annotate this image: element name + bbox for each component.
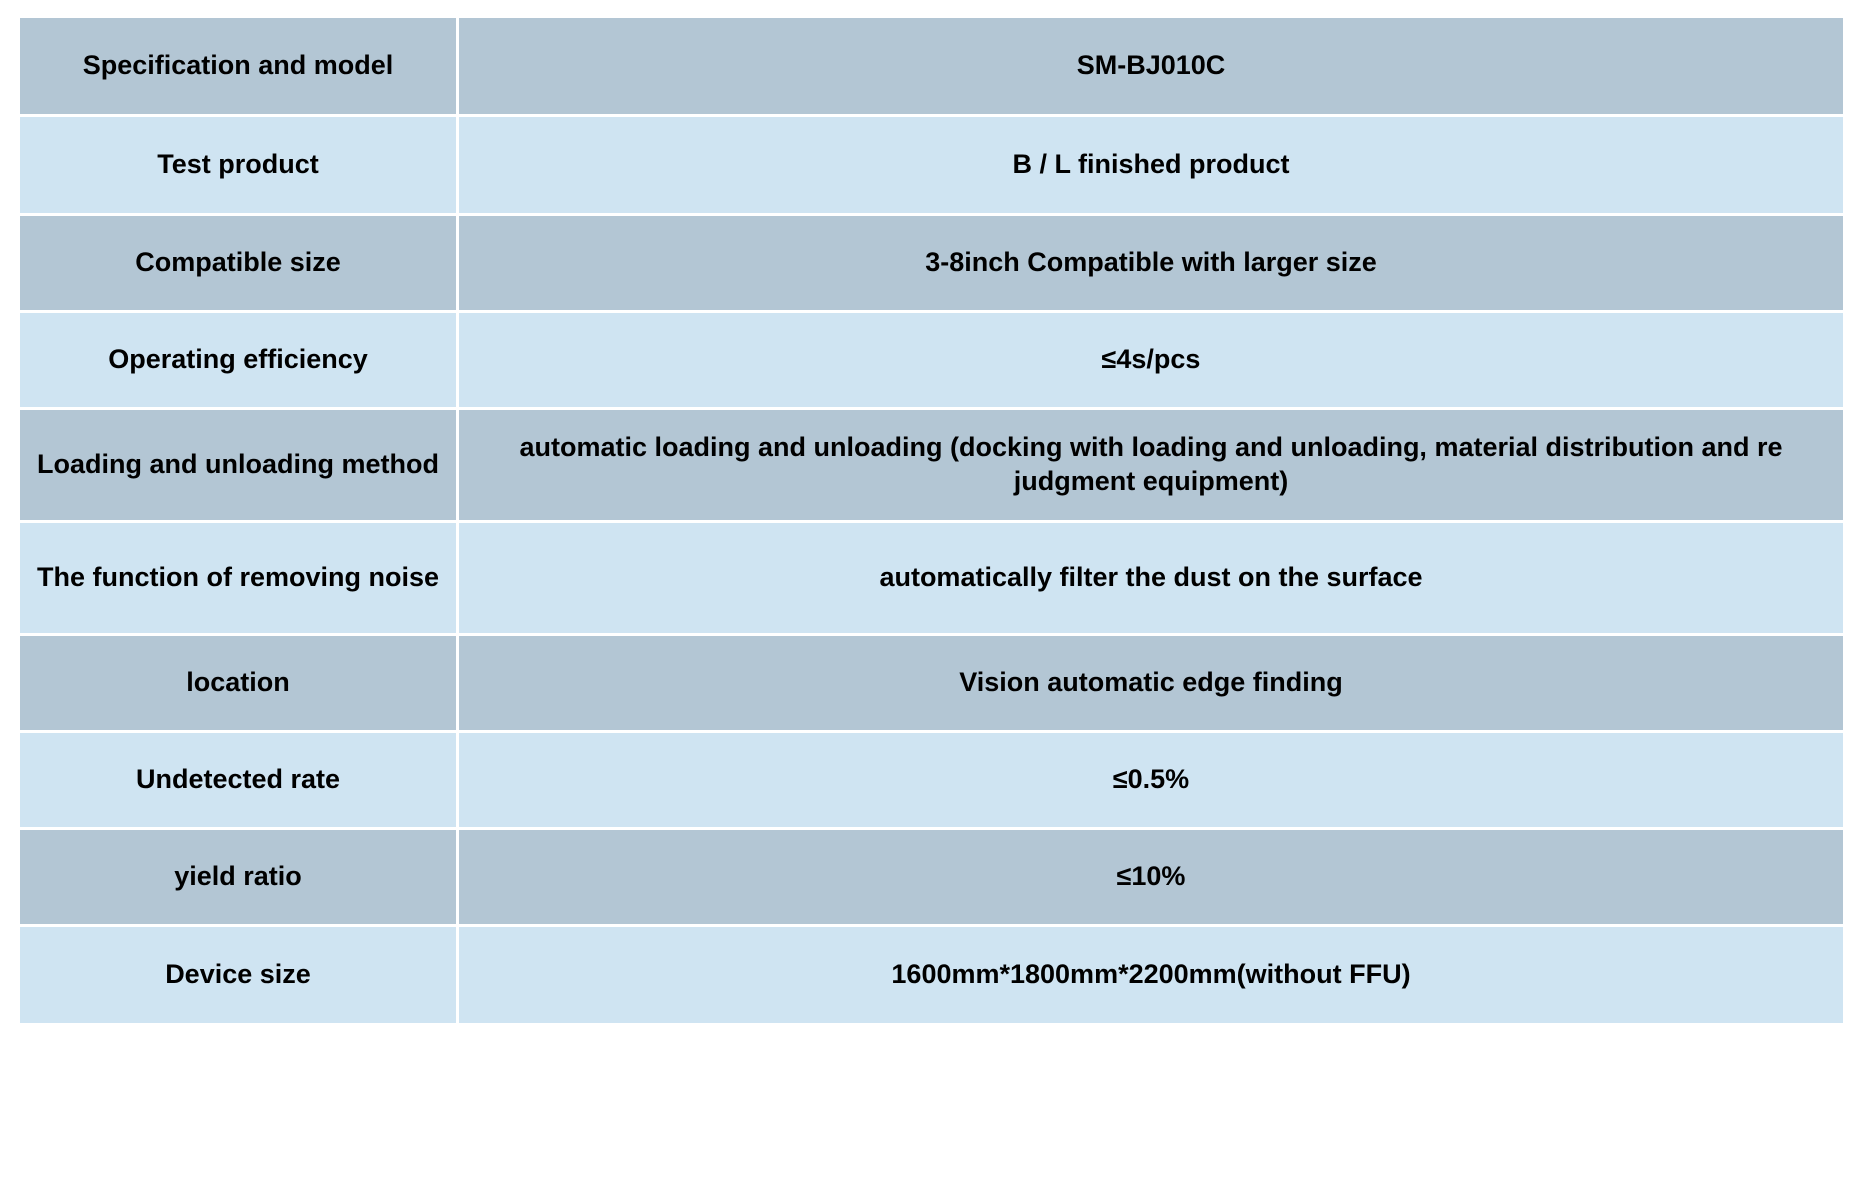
row-value: ≤4s/pcs — [459, 313, 1846, 410]
table-row — [20, 636, 1846, 733]
row-label: Specification and model — [20, 18, 459, 117]
table-row — [20, 18, 1846, 117]
row-value: ≤10% — [459, 830, 1846, 927]
row-label: yield ratio — [20, 830, 459, 927]
table-row — [20, 117, 1846, 216]
table-row — [20, 216, 1846, 313]
row-label: location — [20, 636, 459, 733]
table-row — [20, 523, 1846, 636]
specification-table — [20, 18, 1846, 1026]
table-row — [20, 830, 1846, 927]
row-value: 3-8inch Compatible with larger size — [459, 216, 1846, 313]
table-row — [20, 733, 1846, 830]
table-row — [20, 927, 1846, 1026]
row-value: SM-BJ010C — [459, 18, 1846, 117]
table-row — [20, 313, 1846, 410]
table-row — [20, 410, 1846, 523]
row-label: Test product — [20, 117, 459, 216]
row-label: Loading and unloading method — [20, 410, 459, 523]
row-label: Operating efficiency — [20, 313, 459, 410]
row-label: Undetected rate — [20, 733, 459, 830]
row-value: automatic loading and unloading (docking with loading and unloading, material distribution and re judgment equipment) — [459, 410, 1846, 523]
row-value: Vision automatic edge finding — [459, 636, 1846, 733]
row-label: Device size — [20, 927, 459, 1026]
specification-table-body — [20, 18, 1846, 1026]
row-label: The function of removing noise — [20, 523, 459, 636]
row-value: ≤0.5% — [459, 733, 1846, 830]
row-value: B / L finished product — [459, 117, 1846, 216]
row-value: 1600mm*1800mm*2200mm(without FFU) — [459, 927, 1846, 1026]
row-value: automatically filter the dust on the surface — [459, 523, 1846, 636]
row-label: Compatible size — [20, 216, 459, 313]
